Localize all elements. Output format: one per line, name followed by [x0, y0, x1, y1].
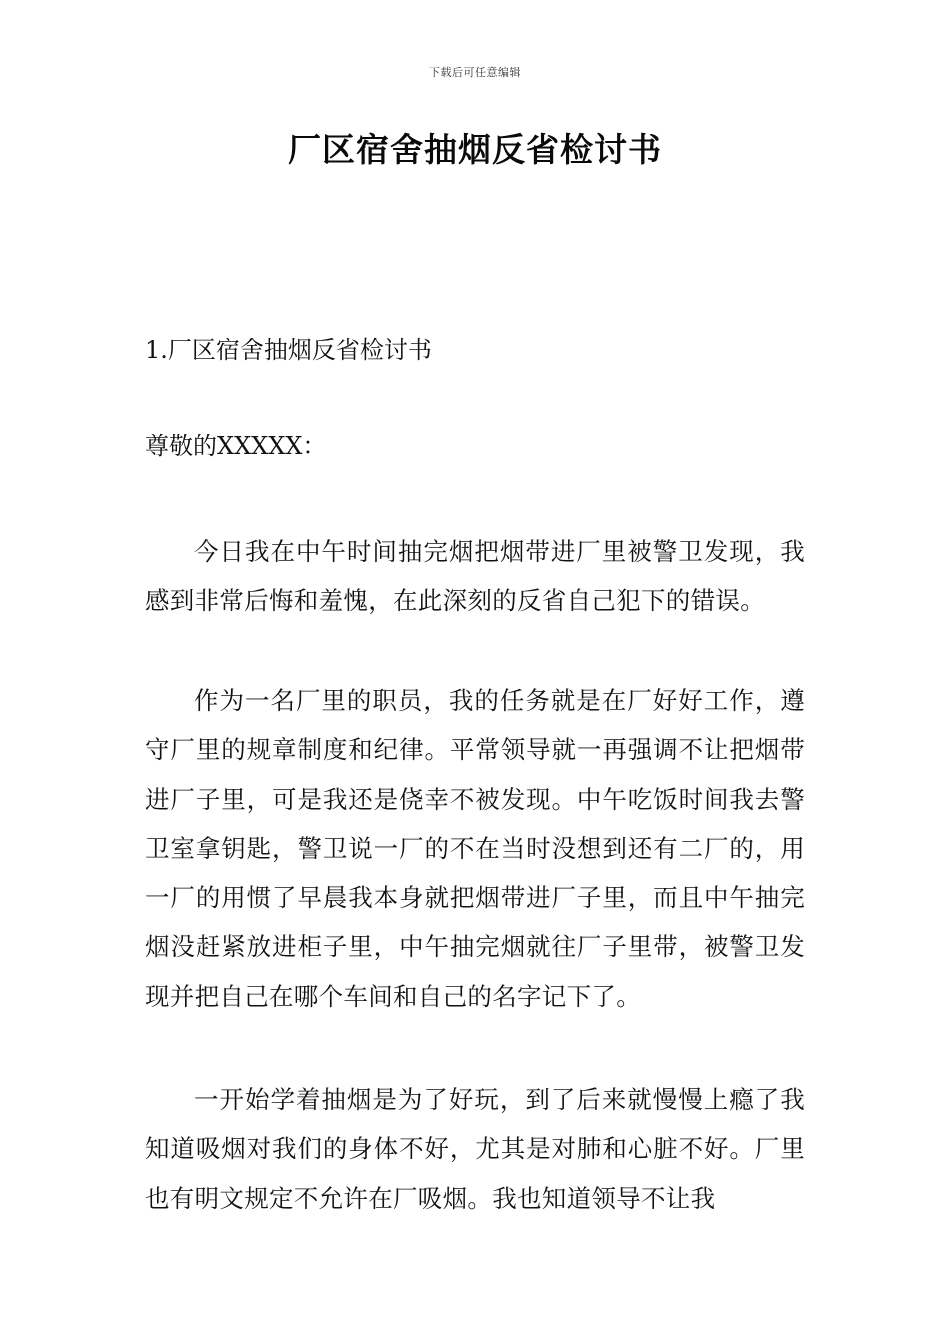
- header-note: 下载后可任意编辑: [429, 66, 521, 79]
- document-title: 厂区宿舍抽烟反省检讨书: [288, 130, 662, 169]
- body-paragraph: 作为一名厂里的职员，我的任务就是在厂好好工作，遵守厂里的规章制度和纪律。平常领导就一再强调不让把烟带进厂子里，可是我还是侥幸不被发现。中午吃饭时间我去警卫室拿钥匙，警卫说一厂的不在当时没想到还有二厂的，用一厂的用惯了早晨我本身就把烟带进厂子里，而且中午抽完烟没赶紧放进柜子里，中午抽完烟就往厂子里带，被警卫发现并把自己在哪个车间和自己的名字记下了。: [145, 686, 805, 1011]
- salutation: 尊敬的XXXXX：: [145, 432, 327, 460]
- body-paragraph: 今日我在中午时间抽完烟把烟带进厂里被警卫发现，我感到非常后悔和羞愧，在此深刻的反省自己犯下的错误。: [145, 537, 805, 616]
- section-heading: 1.厂区宿舍抽烟反省检讨书: [145, 336, 432, 364]
- body-paragraph: 一开始学着抽烟是为了好玩，到了后来就慢慢上瘾了我知道吸烟对我们的身体不好，尤其是对肺和心脏不好。厂里也有明文规定不允许在厂吸烟。我也知道领导不让我: [145, 1085, 805, 1213]
